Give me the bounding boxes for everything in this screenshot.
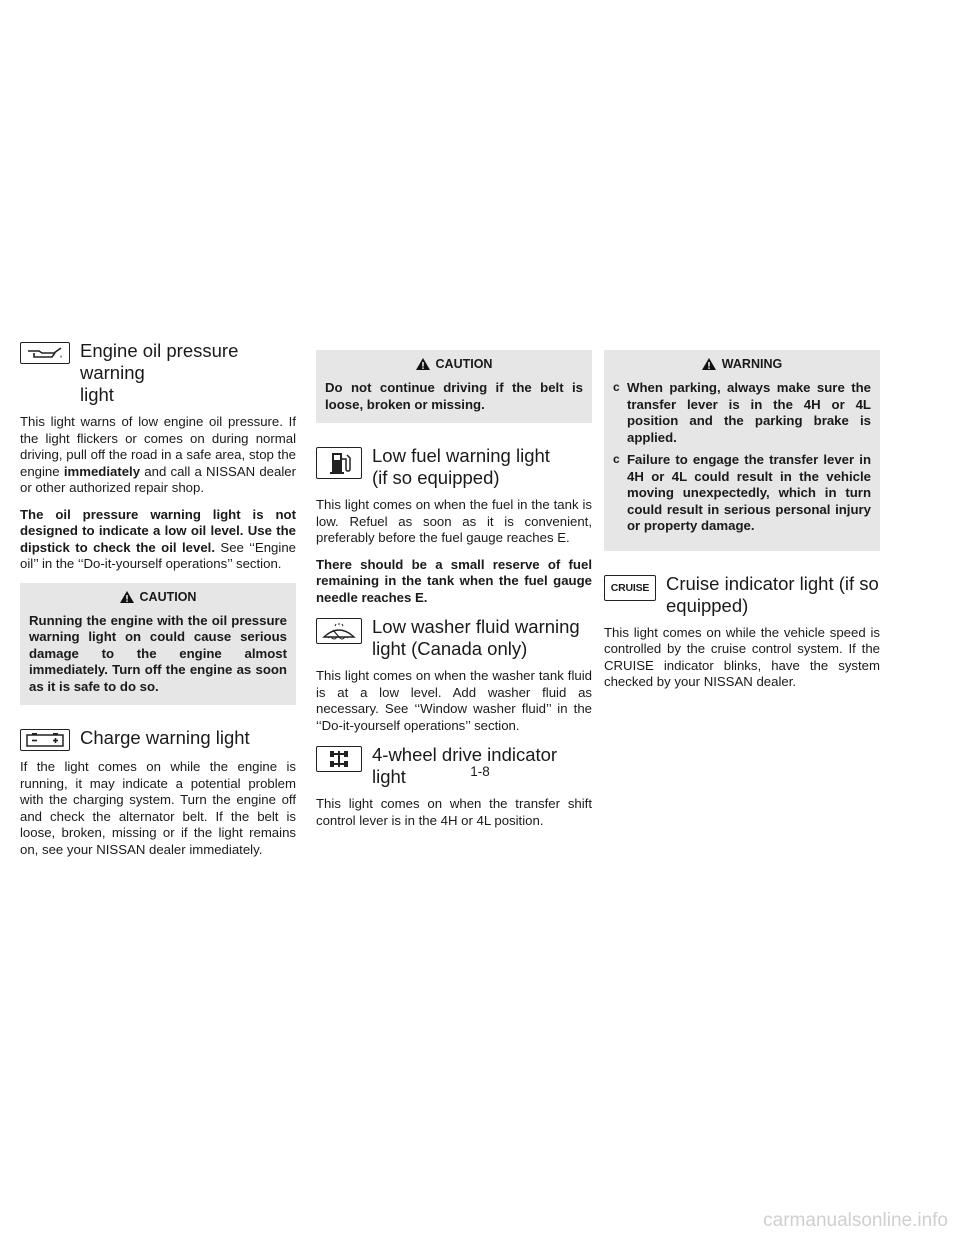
oil-caution-header	[29, 589, 287, 605]
belt-caution-header	[325, 356, 583, 372]
transfer-warning-label: WARNING	[721, 357, 783, 371]
oil-level-note-rest: See ‘‘Engine oil’’ in the ‘‘Do-it-yourself operations’’ section.	[20, 539, 296, 571]
cruise-icon-label: CRUISE	[610, 581, 650, 594]
washer-fluid-icon	[316, 618, 362, 644]
oil-pressure-heading	[20, 340, 296, 406]
belt-caution-label: CAUTION	[435, 357, 493, 371]
warning-item	[613, 452, 871, 535]
four-wheel-drive-title: 4-wheel drive indicator light	[372, 744, 558, 787]
fuel-title-line2: (if so equipped)	[372, 467, 500, 488]
four-wheel-drive-paragraph: This light comes on when the transfer shift control lever is in the 4H or 4L position.	[316, 796, 592, 828]
page-number: 1-8	[470, 764, 490, 779]
fuel-reserve-note: There should be a small reserve of fuel remaining in the tank when the fuel gauge needle reaches E.	[316, 556, 592, 605]
oil-title-line1: Engine oil pressure warning	[80, 340, 239, 383]
oil-pressure-paragraph	[20, 414, 296, 497]
low-fuel-paragraph: This light comes on when the fuel in the tank is low. Refuel as soon as it is convenient, preferably before the fuel gauge reaches E.	[316, 497, 592, 545]
watermark: carmanualsonline.info	[763, 1210, 948, 1231]
warning-item-text: Failure to engage the transfer lever in 4H or 4L could result in the vehicle moving unexpectedly, which in turn could result in serious personal injury or property damage.	[627, 452, 871, 533]
column-right	[604, 340, 880, 701]
oil-caution-box	[20, 583, 296, 706]
oil-level-note	[20, 507, 296, 573]
oil-caution-label: CAUTION	[139, 589, 197, 604]
low-fuel-title	[372, 445, 550, 489]
cruise-paragraph: This light comes on while the vehicle speed is controlled by the cruise control system. If the CRUISE indicator blinks, have the system checked by your NISSAN dealer.	[604, 624, 880, 689]
charge-title: Charge warning light	[80, 727, 250, 748]
washer-title-line1: Low washer fluid warning	[372, 616, 580, 637]
belt-caution-box	[316, 350, 592, 423]
fuel-title-line1: Low fuel warning light	[372, 445, 550, 466]
bullet-marker: c	[613, 452, 620, 466]
belt-caution-text: Do not continue driving if the belt is loose, broken or missing.	[325, 380, 583, 412]
fuel-pump-icon	[316, 447, 362, 479]
warning-item-text: When parking, always make sure the transfer lever is in the 4H or 4L position and the parking brake is applied.	[627, 380, 871, 445]
transfer-warning-header	[613, 356, 871, 372]
charge-heading	[20, 727, 296, 751]
bullet-marker: c	[613, 380, 620, 394]
cruise-title-line1: Cruise indicator light (if so	[666, 572, 879, 594]
oil-can-icon	[20, 342, 70, 364]
warning-item	[613, 380, 871, 446]
oil-pressure-title	[80, 340, 296, 406]
low-fuel-heading	[316, 445, 592, 489]
warning-triangle-icon	[702, 358, 716, 370]
oil-title-line2: light	[80, 384, 114, 405]
cruise-title	[666, 573, 879, 617]
battery-icon	[20, 729, 70, 751]
cruise-heading	[604, 573, 880, 617]
cruise-title-line2: equipped)	[666, 594, 749, 616]
warning-triangle-icon	[416, 358, 430, 370]
oil-level-note-bold: The oil pressure warning light is not designed to indicate a low oil level. Use the dipstick to check the oil level.	[20, 506, 296, 555]
washer-title-line2: light (Canada only)	[372, 638, 528, 659]
oil-para-text-a: This light warns of low engine oil pressure. If the light flickers or comes on during normal driving, pull off the road in a safe area, stop the engine	[20, 414, 296, 479]
washer-paragraph: This light comes on when the washer tank fluid is at a low level. Add washer fluid as necessary. See ‘‘Window washer fluid’’ in the ‘‘Do-it-yourself operations’’ section.	[316, 668, 592, 733]
transfer-warning-box	[604, 350, 880, 551]
washer-heading	[316, 616, 592, 660]
washer-title	[372, 616, 580, 660]
warning-triangle-icon	[120, 591, 134, 603]
column-left	[20, 340, 296, 868]
oil-para-emphasis: immediately	[63, 463, 141, 479]
cruise-icon	[604, 575, 656, 601]
oil-para-text-b: and call a NISSAN dealer or other authorized repair shop.	[20, 463, 297, 495]
charge-paragraph: If the light comes on while the engine is running, it may indicate a potential problem with the charging system. Turn the engine off and check the alternator belt. If the belt is loose, broken, missing or if the light remains on, see your NISSAN dealer immediately.	[20, 759, 296, 857]
oil-caution-text: Running the engine with the oil pressure warning light on could cause serious damage to the engine almost immediately. Turn off the engine as soon as it is safe to do so.	[29, 612, 287, 694]
